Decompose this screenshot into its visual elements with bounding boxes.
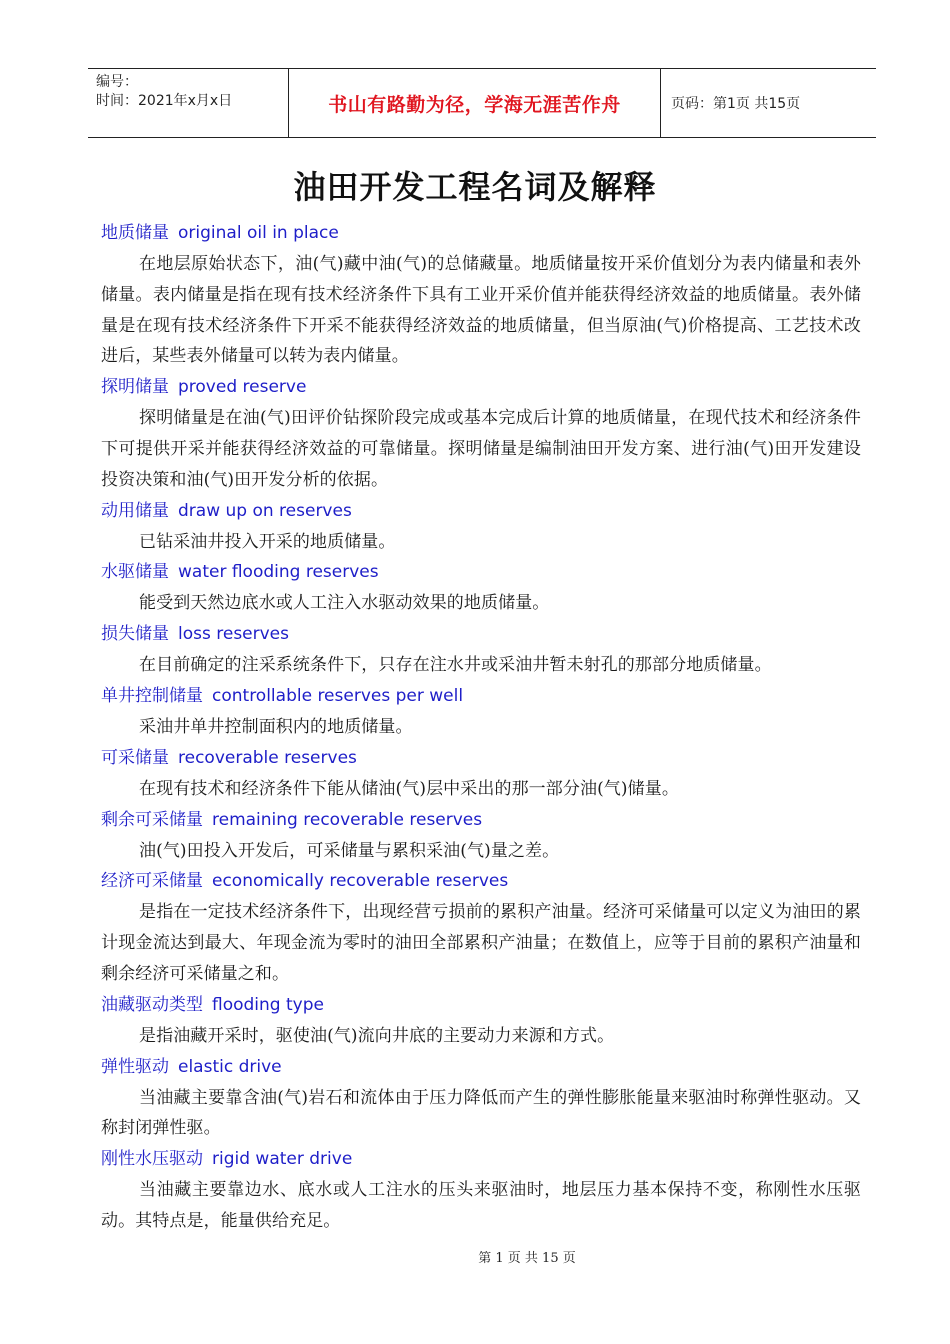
term-heading bbox=[101, 619, 861, 650]
term-heading bbox=[101, 496, 861, 527]
term-en: proved reserve bbox=[178, 377, 307, 398]
glossary-entry bbox=[101, 743, 861, 805]
term-zh: 刚性水压驱动 bbox=[101, 1149, 203, 1170]
glossary-entry bbox=[101, 866, 861, 989]
term-en: flooding type bbox=[212, 994, 324, 1015]
term-zh: 经济可采储量 bbox=[101, 871, 203, 892]
term-en: elastic drive bbox=[178, 1056, 282, 1077]
term-en: water flooding reserves bbox=[178, 562, 379, 583]
term-heading bbox=[101, 743, 861, 774]
header-motto: 书山有路勤为径，学海无涯苦作舟 bbox=[288, 69, 661, 137]
term-heading bbox=[101, 866, 861, 897]
term-definition: 在现有技术和经济条件下能从储油(气)层中采出的那一部分油(气)储量。 bbox=[139, 778, 679, 799]
term-definition: 油(气)田投入开发后，可采储量与累积采油(气)量之差。 bbox=[139, 840, 560, 861]
header-meta bbox=[88, 69, 288, 137]
header-page-label: 页码：第1页 共15页 bbox=[671, 96, 801, 112]
term-zh: 油藏驱动类型 bbox=[101, 994, 203, 1015]
term-en: controllable reserves per well bbox=[212, 685, 464, 706]
term-definition: 在地层原始状态下，油(气)藏中油(气)的总储藏量。地质储量按开采价值划分为表内储量和表外储量。表内储量是指在现有技术经济条件下具有工业开采价值并能获得经济效益的地质储量。表外储量是在现有技术经济条件下开采不能获得经济效益的地质储量，但当原油(气)价格提高、工艺技术改进后，某些表外储量可以转为表内储量。 bbox=[101, 254, 861, 367]
term-definition: 是指在一定技术经济条件下，出现经营亏损前的累积产油量。经济可采储量可以定义为油田的累计现金流达到最大、年现金流为零时的油田全部累积产油量；在数值上，应等于目前的累积产油量和剩余经济可采储量之和。 bbox=[101, 902, 861, 984]
term-zh: 探明储量 bbox=[101, 377, 169, 398]
term-definition: 当油藏主要靠含油(气)岩石和流体由于压力降低而产生的弹性膨胀能量来驱油时称弹性驱动。又称封闭弹性驱。 bbox=[101, 1087, 861, 1139]
term-zh: 弹性驱动 bbox=[101, 1056, 169, 1077]
term-definition: 是指油藏开采时，驱使油(气)流向井底的主要动力来源和方式。 bbox=[139, 1025, 615, 1046]
term-definition: 能受到天然边底水或人工注入水驱动效果的地质储量。 bbox=[139, 593, 550, 614]
document-number-label: 编号： bbox=[96, 74, 138, 90]
term-zh: 地质储量 bbox=[101, 223, 169, 243]
term-zh: 剩余可采储量 bbox=[101, 809, 203, 830]
term-zh: 单井控制储量 bbox=[101, 685, 203, 706]
glossary-entry bbox=[101, 619, 861, 681]
term-en: remaining recoverable reserves bbox=[212, 809, 483, 830]
glossary-entry bbox=[101, 1144, 861, 1237]
glossary-entry bbox=[101, 372, 861, 495]
term-definition: 已钻采油井投入开采的地质储量。 bbox=[139, 531, 396, 552]
glossary-entry bbox=[101, 1052, 861, 1145]
term-en: loss reserves bbox=[178, 624, 289, 645]
term-zh: 损失储量 bbox=[101, 624, 169, 645]
term-heading bbox=[101, 372, 861, 403]
glossary-entry bbox=[101, 496, 861, 558]
glossary-entry bbox=[101, 805, 861, 867]
term-definition: 当油藏主要靠边水、底水或人工注水的压头来驱油时，地层压力基本保持不变，称刚性水压驱动。其特点是，能量供给充足。 bbox=[101, 1180, 861, 1231]
glossary-entry bbox=[101, 218, 861, 372]
page-footer: 第 1 页 共 15 页 bbox=[478, 1251, 576, 1266]
term-zh: 水驱储量 bbox=[101, 562, 169, 583]
term-heading bbox=[101, 681, 861, 712]
term-en: economically recoverable reserves bbox=[212, 871, 509, 892]
term-heading bbox=[101, 805, 861, 836]
term-heading bbox=[101, 990, 861, 1021]
term-zh: 可采储量 bbox=[101, 747, 169, 768]
term-en: draw up on reserves bbox=[178, 500, 352, 521]
term-definition: 在目前确定的注采系统条件下，只存在注水井或采油井暂未射孔的那部分地质储量。 bbox=[139, 655, 772, 676]
document-time-label: 时间：2021年x月x日 bbox=[96, 93, 233, 109]
term-en: rigid water drive bbox=[212, 1149, 353, 1170]
term-zh: 动用储量 bbox=[101, 500, 169, 521]
glossary-body bbox=[101, 218, 861, 1237]
glossary-entry bbox=[101, 681, 861, 743]
glossary-entry bbox=[101, 990, 861, 1052]
term-heading bbox=[101, 557, 861, 588]
term-en: recoverable reserves bbox=[178, 747, 357, 768]
term-en: original oil in place bbox=[178, 223, 339, 243]
term-definition: 探明储量是在油(气)田评价钻探阶段完成或基本完成后计算的地质储量，在现代技术和经济条件下可提供开采并能获得经济效益的可靠储量。探明储量是编制油田开发方案、进行油(气)田开发建设投资决策和油(气)田开发分析的依据。 bbox=[101, 408, 861, 490]
document-title: 油田开发工程名词及解释 bbox=[293, 168, 657, 206]
term-heading bbox=[101, 1052, 861, 1083]
term-definition: 采油井单井控制面积内的地质储量。 bbox=[139, 716, 413, 737]
header-table bbox=[88, 68, 876, 138]
glossary-entry bbox=[101, 557, 861, 619]
term-heading bbox=[101, 1144, 861, 1175]
term-heading bbox=[101, 218, 861, 249]
